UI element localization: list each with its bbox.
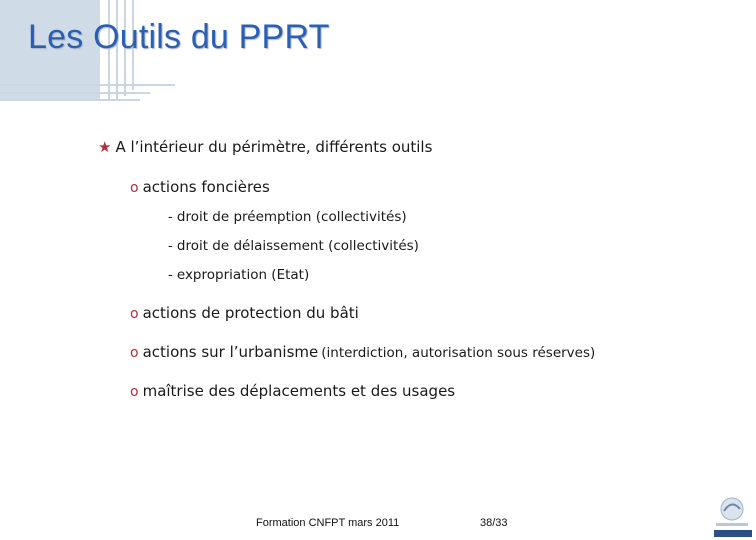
list-item-text: actions sur l’urbanisme bbox=[142, 343, 319, 361]
organization-logo bbox=[710, 495, 754, 539]
sub-list-item bbox=[168, 238, 419, 254]
list-item-note: (interdiction, autorisation sous réserves) bbox=[321, 345, 596, 361]
list-item-text: actions foncières bbox=[142, 178, 270, 196]
list-item-text: actions de protection du bâti bbox=[142, 304, 359, 322]
list-item bbox=[130, 343, 595, 361]
dash-bullet-icon: - bbox=[168, 238, 173, 254]
list-item-text: maîtrise des déplacements et des usages bbox=[142, 382, 456, 400]
footer-label: Formation CNFPT mars 2011 bbox=[256, 517, 400, 529]
circle-bullet-icon: o bbox=[130, 384, 139, 400]
sub-list-item bbox=[168, 209, 407, 225]
sub-list-item-text: expropriation (Etat) bbox=[176, 267, 310, 283]
header-decoration-line bbox=[0, 99, 140, 101]
circle-bullet-icon: o bbox=[130, 180, 139, 196]
header-decoration-line bbox=[0, 84, 175, 86]
circle-bullet-icon: o bbox=[130, 345, 139, 361]
circle-bullet-icon: o bbox=[130, 306, 139, 322]
header-decoration-line bbox=[0, 92, 150, 94]
sub-list-item-text: droit de préemption (collectivités) bbox=[176, 209, 407, 225]
list-item bbox=[130, 304, 359, 322]
main-bullet-text: A l’intérieur du périmètre, différents outils bbox=[115, 138, 433, 156]
slide-title: Les Outils du PPRT bbox=[28, 18, 330, 56]
dash-bullet-icon: - bbox=[168, 209, 173, 225]
star-bullet-icon: ★ bbox=[98, 138, 112, 156]
page-number: 38/33 bbox=[480, 517, 508, 529]
list-item bbox=[130, 178, 270, 196]
sub-list-item-text: droit de délaissement (collectivités) bbox=[176, 238, 419, 254]
dash-bullet-icon: - bbox=[168, 267, 173, 283]
sub-list-item bbox=[168, 267, 309, 283]
list-item bbox=[130, 382, 455, 400]
main-bullet bbox=[98, 138, 432, 156]
